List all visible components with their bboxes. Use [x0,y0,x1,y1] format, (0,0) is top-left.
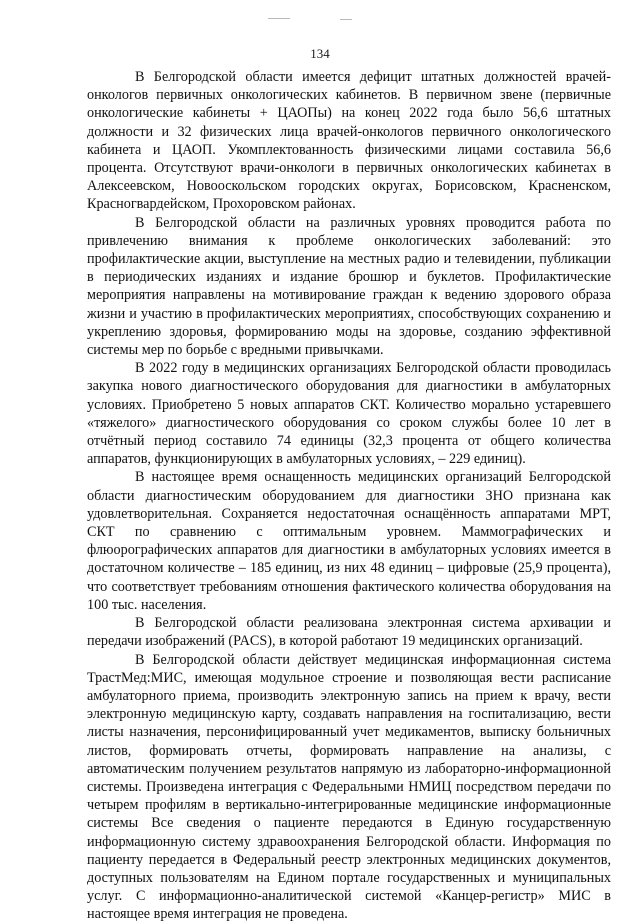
page-number: 134 [310,46,330,61]
paragraph: В Белгородской области на различных уровнях проводится работа по привлечению внимания к проблеме онкологических заболеваний: это профилактические акции, выступление на местных радио и телевидении, публикации в периодических изданиях и издание брошюр и буклетов. Профилактические мероприятия направлены на мотивирование граждан к ведению здорового образа жизни и участию в профилактических мероприятиях, способствующих сохранению и укреплению здоровья, формированию моды на здоровье, созданию эффективной системы мер по борьбе с вредными привычками. [87,214,611,359]
paragraph: В Белгородской области действует медицинская информационная система ТрастМед:МИС, имеющая модульное строение и позволяющая вести расписание амбулаторного приема, производить электронную запись на прием к врачу, вести электронную медицинскую карту, создавать направления на госпитализацию, вести листы назначения, персонифицированный учет медикаментов, выписку больничных листов, формировать отчеты, формировать направление на анализы, с автоматическим получением результатов напрямую из лабораторно-информационной системы. Произведена интеграция с Федеральными НМИЦ посредством передачи по четырем профилям в вертикально-интегрированные медицинские информационные системы Все сведения о пациенте передаются в Единую государственную информационную систему здравоохранения Белгородской области. Информация по пациенту передается в Федеральный реестр электронных медицинских документов, доступных пользователям на Едином портале государственных и муниципальных услуг. С информационно-аналитической системой «Канцер-регистр» МИС в настоящее время интеграция не проведена. [87,651,611,923]
paragraph: В настоящее время оснащенность медицинских организаций Белгородской области диагностическим оборудованием для диагностики ЗНО признана как удовлетворительная. Сохраняется недостаточная оснащённость аппаратами МРТ, СКТ по сравнению с оптимальным уровнем. Маммографических и флюорографических аппаратов для диагностики в амбулаторных условиях имеется в достаточном количестве – 185 единиц, из них 48 единиц – цифровые (25,9 процента), что соответствует требованиям отношения фактического количества оборудования на 100 тыс. населения. [87,469,611,613]
scan-artifact [340,19,352,20]
paragraph: В 2022 году в медицинских организациях Белгородской области проводилась закупка нового диагностического оборудования для диагностики в амбулаторных условиях. Приобретено 5 новых аппаратов СКТ. Количество морально устаревшего «тяжелого» диагностического оборудования со сроком службы более 10 лет в отчётный период составило 74 единицы (32,3 процента от общего количества аппаратов, функционирующих в амбулаторных условиях, – 229 единиц). [87,360,611,468]
paragraph: В Белгородской области реализована электронная система архивации и передачи изображений (PACS), в которой работают 19 медицинских организаций. [87,615,611,650]
scan-artifact [268,18,290,19]
paragraph: В Белгородской области имеется дефицит штатных должностей врачей-онкологов первичных онкологических кабинетов. В первичном звене (первичные онкологические кабинеты + ЦАОПы) на конец 2022 года было 56,6 штатных должности и 32 физических лица врачей-онкологов первичного онкологического кабинета и ЦАОП. Укомплектованность физическими лицами составила 56,6 процента. Отсутствуют врачи-онкологи в первичных онкологических кабинетах в Алексеевском, Новооскольском городских округах, Борисовском, Красненском, Красногвардейском, Прохоровском районах. [87,69,611,213]
document-body [87,68,611,924]
